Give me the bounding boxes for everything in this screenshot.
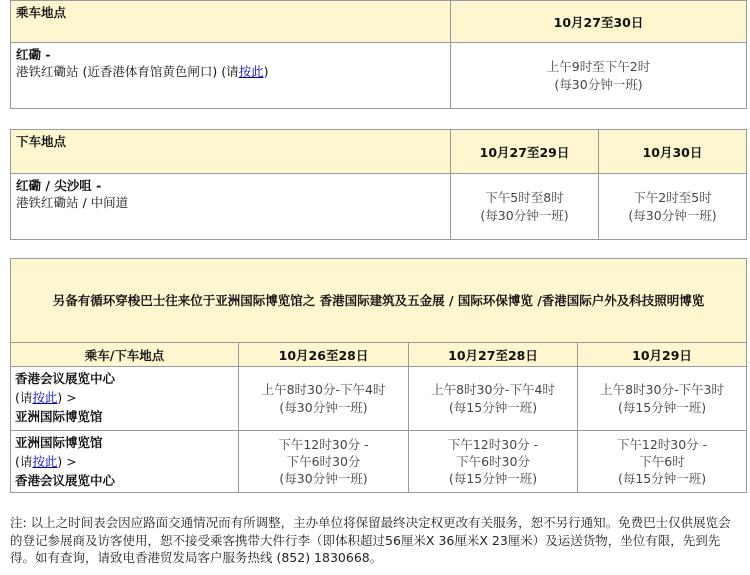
dropoff-time-2: 下午2时至5时	[633, 189, 712, 205]
route-1-from: 香港会议展览中心	[15, 371, 116, 386]
shuttle-table	[10, 258, 747, 493]
route-1-to: 亚洲国际博览馆	[15, 409, 103, 424]
shuttle-title: 另备有循环穿梭巴士往来位于亚洲国际博览馆之 香港国际建筑及五金展 / 国际环保博览 /香港国际户外及科技照明博览	[11, 259, 747, 343]
dropoff-table	[10, 129, 747, 240]
pickup-table	[10, 0, 747, 109]
dropoff-place-cell	[11, 174, 451, 240]
dropoff-date-1: 10月27至29日	[451, 130, 599, 174]
dropoff-frequency-2: (每30分钟一班)	[628, 207, 717, 223]
shuttle-route-2	[11, 431, 239, 493]
route-1-link-line: (请按此) >	[15, 390, 77, 405]
route-2-from: 亚洲国际博览馆	[15, 435, 103, 450]
shuttle-date-3: 10月29日	[578, 343, 747, 367]
pickup-frequency: (每30分钟一班)	[554, 76, 643, 92]
pickup-time: 上午9时至下午2时	[546, 58, 651, 74]
dropoff-header-label: 下车地点	[11, 130, 451, 174]
route-1-time-3: 上午8时30分-下午3时 (每15分钟一班)	[578, 367, 747, 431]
route-2-link-line: (请按此) >	[15, 454, 77, 469]
pickup-map-link[interactable]: 按此	[238, 64, 264, 79]
table-row	[11, 367, 747, 431]
dropoff-time-cell-2	[599, 174, 747, 240]
pickup-time-cell	[451, 43, 747, 109]
dropoff-place-name: 红磡 / 尖沙咀 -	[16, 178, 102, 193]
route-1-time-2: 上午8时30分-下午4时 (每15分钟一班)	[409, 367, 578, 431]
pickup-header-label: 乘车地点	[11, 1, 451, 43]
shuttle-date-1: 10月26至28日	[239, 343, 409, 367]
route-1-map-link[interactable]: 按此	[32, 390, 58, 405]
shuttle-route-1	[11, 367, 239, 431]
dropoff-time-cell-1	[451, 174, 599, 240]
shuttle-date-2: 10月27至28日	[409, 343, 578, 367]
dropoff-date-2: 10月30日	[599, 130, 747, 174]
table-row	[11, 431, 747, 493]
route-2-time-1: 下午12时30分 - 下午6时30分 (每30分钟一班)	[239, 431, 409, 493]
dropoff-time-1: 下午5时至8时	[485, 189, 564, 205]
pickup-place-cell	[11, 43, 451, 109]
dropoff-place-detail: 港铁红磡站 / 中间道	[16, 195, 129, 210]
pickup-place-detail: 港铁红磡站 (近香港体育馆黄色闸口) (请按此)	[16, 64, 269, 79]
route-2-to: 香港会议展览中心	[15, 473, 116, 488]
shuttle-col-header: 乘车/下车地点	[11, 343, 239, 367]
pickup-header-date: 10月27至30日	[451, 1, 747, 43]
route-2-map-link[interactable]: 按此	[32, 454, 58, 469]
pickup-place-name: 红磡 -	[16, 47, 51, 62]
route-2-time-3: 下午12时30分 - 下午6时 (每15分钟一班)	[578, 431, 747, 493]
dropoff-frequency-1: (每30分钟一班)	[480, 207, 569, 223]
route-2-time-2: 下午12时30分 - 下午6时30分 (每15分钟一班)	[409, 431, 578, 493]
route-1-time-1: 上午8时30分-下午4时 (每30分钟一班)	[239, 367, 409, 431]
footnote: 注: 以上之时间表会因应路面交通情况而有所调整，主办单位将保留最终决定权更改有关服务，恕不另行通知。免费巴士仅供展览会的登记参展商及访客使用，恕不接受乘客携带大件行李（即体积超过56厘米X 36厘米X 23厘米）及运送货物，坐位有限，先到先得。如有查询，请致电香港贸发局客户服务热线 (852) 1830668。	[10, 515, 731, 565]
